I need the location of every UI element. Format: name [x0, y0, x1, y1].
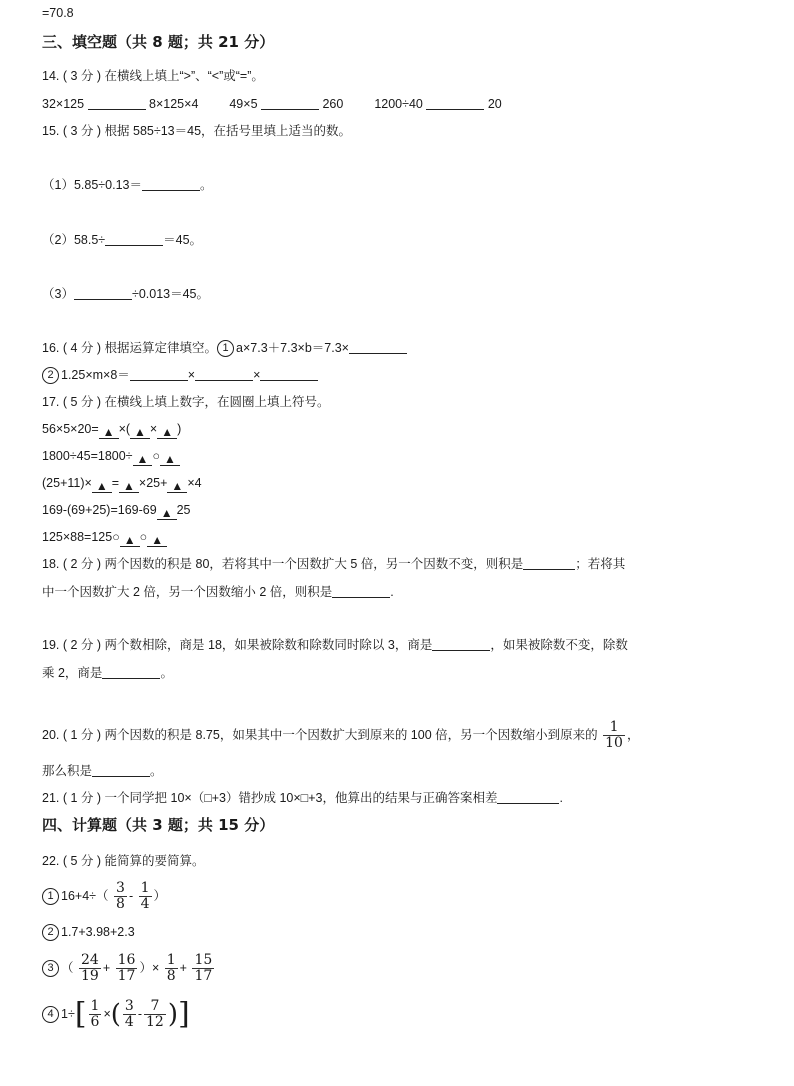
q16-expr-1: a×7.3＋7.3×b＝7.3×	[236, 341, 349, 355]
q17-blank[interactable]	[92, 477, 112, 493]
q17-blank[interactable]	[119, 477, 139, 493]
triangle-icon: ▲	[102, 425, 115, 439]
circle-symbol-slot[interactable]: ○	[139, 530, 148, 544]
triangle-icon: ▲	[123, 479, 135, 493]
q14-heading: 14. ( 3 分 ) 在横线上填上“>”、“<”或“=”。	[42, 69, 264, 83]
circle-symbol-slot[interactable]: ○	[112, 530, 120, 544]
q20-blank[interactable]	[92, 762, 150, 777]
q14-blank-1[interactable]	[88, 95, 146, 110]
q18-text-1: 18. ( 2 分 ) 两个因数的积是 80，若将其中一个因数扩大 5 倍，另一个因数不变，则积是	[42, 557, 524, 571]
plus-sign: +	[102, 961, 111, 975]
q22-expr-1-end: ）	[153, 889, 167, 903]
q14-blank-3[interactable]	[426, 95, 484, 110]
q17-row-3-mid: ×25+	[138, 476, 168, 490]
q17-blank[interactable]	[133, 450, 153, 466]
fraction-numerator: 16	[117, 952, 136, 969]
fraction-numerator: 3	[116, 880, 125, 897]
fraction-numerator: 24	[81, 952, 99, 969]
q17-heading: 17. ( 5 分 ) 在横线上填上数字，在圆圈上填上符号。	[42, 395, 330, 409]
q17-row-5-text: 125×88=125	[42, 530, 113, 544]
q22-heading: 22. ( 5 分 ) 能简算的要简算。	[42, 854, 205, 868]
q17-blank[interactable]	[167, 477, 187, 493]
q16-blank-3[interactable]	[195, 366, 253, 381]
q20-fraction	[603, 720, 625, 751]
q17-blank[interactable]	[120, 531, 140, 547]
fraction-denominator: 10	[605, 735, 623, 751]
q17-blank[interactable]	[130, 423, 150, 439]
q22-expr-3	[42, 951, 216, 985]
q16-times-2: ×	[253, 368, 261, 382]
fraction-numerator: 1	[140, 880, 150, 897]
q20-line-1	[42, 720, 639, 751]
q17-row-2	[42, 447, 180, 466]
q14-expr-f: 20	[487, 97, 502, 111]
q16-blank-1[interactable]	[349, 339, 407, 354]
fraction	[123, 999, 136, 1030]
q15-part-3	[42, 285, 209, 303]
triangle-icon: ▲	[151, 533, 164, 547]
q20-text-2: 那么积是	[42, 764, 93, 778]
q17-row-3-eq: =	[111, 476, 120, 490]
fraction	[89, 999, 102, 1030]
q15-part-2-end: ＝45。	[163, 233, 203, 247]
fraction-denominator: 6	[90, 1014, 100, 1031]
q16-times-1: ×	[187, 368, 196, 382]
q14-blank-2[interactable]	[261, 95, 319, 110]
q22-expr-4	[42, 996, 190, 1032]
q22-expr-1-start: 16+4÷（	[61, 889, 109, 903]
q17-blank[interactable]	[147, 531, 167, 547]
fraction	[144, 999, 166, 1030]
q22-expr-3-mid: ）×	[139, 961, 160, 975]
q21-line	[42, 789, 563, 807]
triangle-icon: ▲	[161, 425, 174, 439]
q14-expr-a: 32×125	[42, 97, 85, 111]
q19-line-2	[42, 664, 173, 682]
fraction-denominator: 17	[194, 968, 213, 985]
q16-line-2	[42, 366, 318, 384]
q17-row-3	[42, 474, 202, 493]
q17-row-5	[42, 528, 167, 547]
q21-text-end: .	[559, 791, 563, 805]
q16-blank-2[interactable]	[130, 366, 188, 381]
q17-row-1-close: )	[177, 422, 182, 436]
circle-symbol-slot[interactable]: ○	[152, 449, 160, 463]
circled-number-2: 2	[42, 924, 59, 941]
q16-blank-4[interactable]	[260, 366, 318, 381]
section-4-title: 四、计算题（共 3 题；共 15 分）	[42, 816, 275, 834]
fraction-numerator: 1	[90, 998, 100, 1015]
q17-row-1-text: 56×5×20=	[42, 422, 99, 436]
q15-blank-2[interactable]	[105, 231, 163, 246]
q14-expr-d: 260	[322, 97, 344, 111]
triangle-icon: ▲	[171, 479, 184, 493]
q20-text-1: 20. ( 1 分 ) 两个因数的积是 8.75，如果其中一个因数扩大到原来的 100 倍，另一个因数缩小到原来的	[42, 727, 598, 742]
fraction	[192, 953, 214, 984]
triangle-icon: ▲	[160, 506, 173, 520]
fraction-numerator: 3	[124, 998, 134, 1015]
q15-heading: 15. ( 3 分 ) 根据 585÷13＝45，在括号里填上适当的数。	[42, 124, 352, 138]
fraction-denominator: 12	[146, 1014, 164, 1031]
circled-number-1: 1	[42, 888, 59, 905]
q17-row-4	[42, 501, 190, 520]
q17-row-1-op: ×(	[118, 422, 131, 436]
q22-expr-3-start: （	[61, 961, 74, 975]
q14-expr-c: 49×5	[229, 97, 258, 111]
q18-text-2-end: .	[390, 585, 394, 599]
q17-row-4-end: 25	[176, 503, 191, 517]
q14-expr-b: 8×125×4	[149, 97, 199, 111]
plus-sign: +	[179, 961, 187, 975]
q20-text-2-end: 。	[150, 764, 163, 778]
fraction	[114, 881, 127, 912]
q15-part-1-text: （1）5.85÷0.13＝	[42, 178, 142, 192]
q18-line-1	[42, 555, 625, 573]
fraction-denominator: 19	[81, 968, 99, 985]
triangle-icon: ▲	[164, 452, 176, 466]
q15-part-3-end: ÷0.013＝45。	[131, 287, 209, 301]
circled-number-2: 2	[42, 367, 59, 384]
q17-blank[interactable]	[157, 504, 177, 520]
q15-part-1	[42, 176, 213, 194]
fraction	[139, 881, 152, 912]
q14-comparisons	[42, 95, 502, 113]
minus-sign: -	[137, 1007, 143, 1021]
q22-expr-2	[42, 923, 135, 941]
q21-text: 21. ( 1 分 ) 一个同学把 10×（□+3）错抄成 10×□+3，他算出的结果与正确答案相差	[42, 791, 498, 805]
fraction-denominator: 17	[117, 968, 136, 985]
fraction	[116, 953, 138, 984]
circled-number-1: 1	[217, 340, 234, 357]
times-sign: ×	[103, 1007, 111, 1021]
q19-text-1: 19. ( 2 分 ) 两个数相除，商是 18，如果被除数和除数同时除以 3，商是	[42, 638, 433, 652]
q22-expr-2-text: 1.7+3.98+2.3	[61, 925, 135, 939]
circled-number-3: 3	[42, 960, 59, 977]
q15-part-2	[42, 231, 202, 249]
q17-blank[interactable]	[157, 423, 177, 439]
q19-line-1	[42, 636, 628, 654]
q15-part-2-text: （2）58.5÷	[42, 233, 106, 247]
minus-sign: -	[128, 889, 134, 903]
fraction-denominator: 8	[116, 896, 125, 913]
right-paren: )	[167, 999, 178, 1030]
triangle-icon: ▲	[123, 533, 136, 547]
q17-row-3-end: ×4	[187, 476, 202, 490]
fraction-numerator: 15	[194, 952, 213, 969]
fraction-numerator: 1	[609, 719, 619, 735]
right-bracket: ]	[178, 996, 190, 1032]
q20-text-1-end: ，	[626, 727, 640, 742]
q20-line-2	[42, 762, 163, 780]
q17-row-4-text: 169-(69+25)=169-69	[42, 503, 157, 517]
q18-blank-2[interactable]	[332, 583, 390, 598]
q15-part-3-text: （3）	[42, 287, 74, 301]
fraction-denominator: 4	[140, 896, 150, 913]
q16-line-1	[42, 339, 407, 357]
q19-blank-2[interactable]	[102, 664, 160, 679]
q17-blank[interactable]	[160, 450, 180, 466]
triangle-icon: ▲	[134, 425, 146, 439]
q18-blank-1[interactable]	[523, 555, 575, 570]
fraction-denominator: 8	[166, 968, 176, 985]
q16-heading: 16. ( 4 分 ) 根据运算定律填空。	[42, 341, 218, 355]
left-paren: (	[110, 999, 121, 1030]
previous-answer-line: =70.8	[42, 6, 74, 20]
q21-blank[interactable]	[497, 789, 559, 804]
fraction-numerator: 7	[150, 998, 160, 1015]
q17-row-3-text: (25+11)×	[42, 476, 92, 490]
q17-blank[interactable]	[99, 423, 119, 439]
fraction	[165, 953, 178, 984]
q22-expr-4-start: 1÷	[61, 1007, 75, 1021]
fraction-numerator: 1	[166, 952, 176, 969]
q15-blank-3[interactable]	[74, 285, 132, 300]
q17-row-2-text: 1800÷45=1800÷	[42, 449, 133, 463]
section-3-title: 三、填空题（共 8 题；共 21 分）	[42, 33, 275, 51]
q15-part-1-end: 。	[199, 178, 213, 192]
q19-text-2-end: 。	[160, 666, 173, 680]
triangle-icon: ▲	[136, 452, 149, 466]
q22-expr-1	[42, 880, 166, 912]
q18-text-1-end: ；若将其	[575, 557, 626, 571]
q16-expr-2: 1.25×m×8＝	[61, 368, 130, 382]
left-bracket: [	[74, 996, 87, 1032]
q18-line-2	[42, 583, 394, 601]
q15-blank-1[interactable]	[142, 176, 200, 191]
q14-expr-e: 1200÷40	[374, 97, 423, 111]
q19-text-2: 乘 2，商是	[42, 666, 103, 680]
q18-text-2: 中一个因数扩大 2 倍，另一个因数缩小 2 倍，则积是	[42, 585, 333, 599]
q17-row-1	[42, 420, 181, 439]
triangle-icon: ▲	[95, 479, 108, 493]
q19-text-1-end: ，如果被除数不变，除数	[490, 638, 628, 652]
q19-blank-1[interactable]	[432, 636, 490, 651]
fraction-denominator: 4	[124, 1014, 134, 1031]
circled-number-4: 4	[42, 1006, 59, 1023]
fraction	[79, 953, 101, 984]
q17-row-1-op2: ×	[149, 422, 158, 436]
